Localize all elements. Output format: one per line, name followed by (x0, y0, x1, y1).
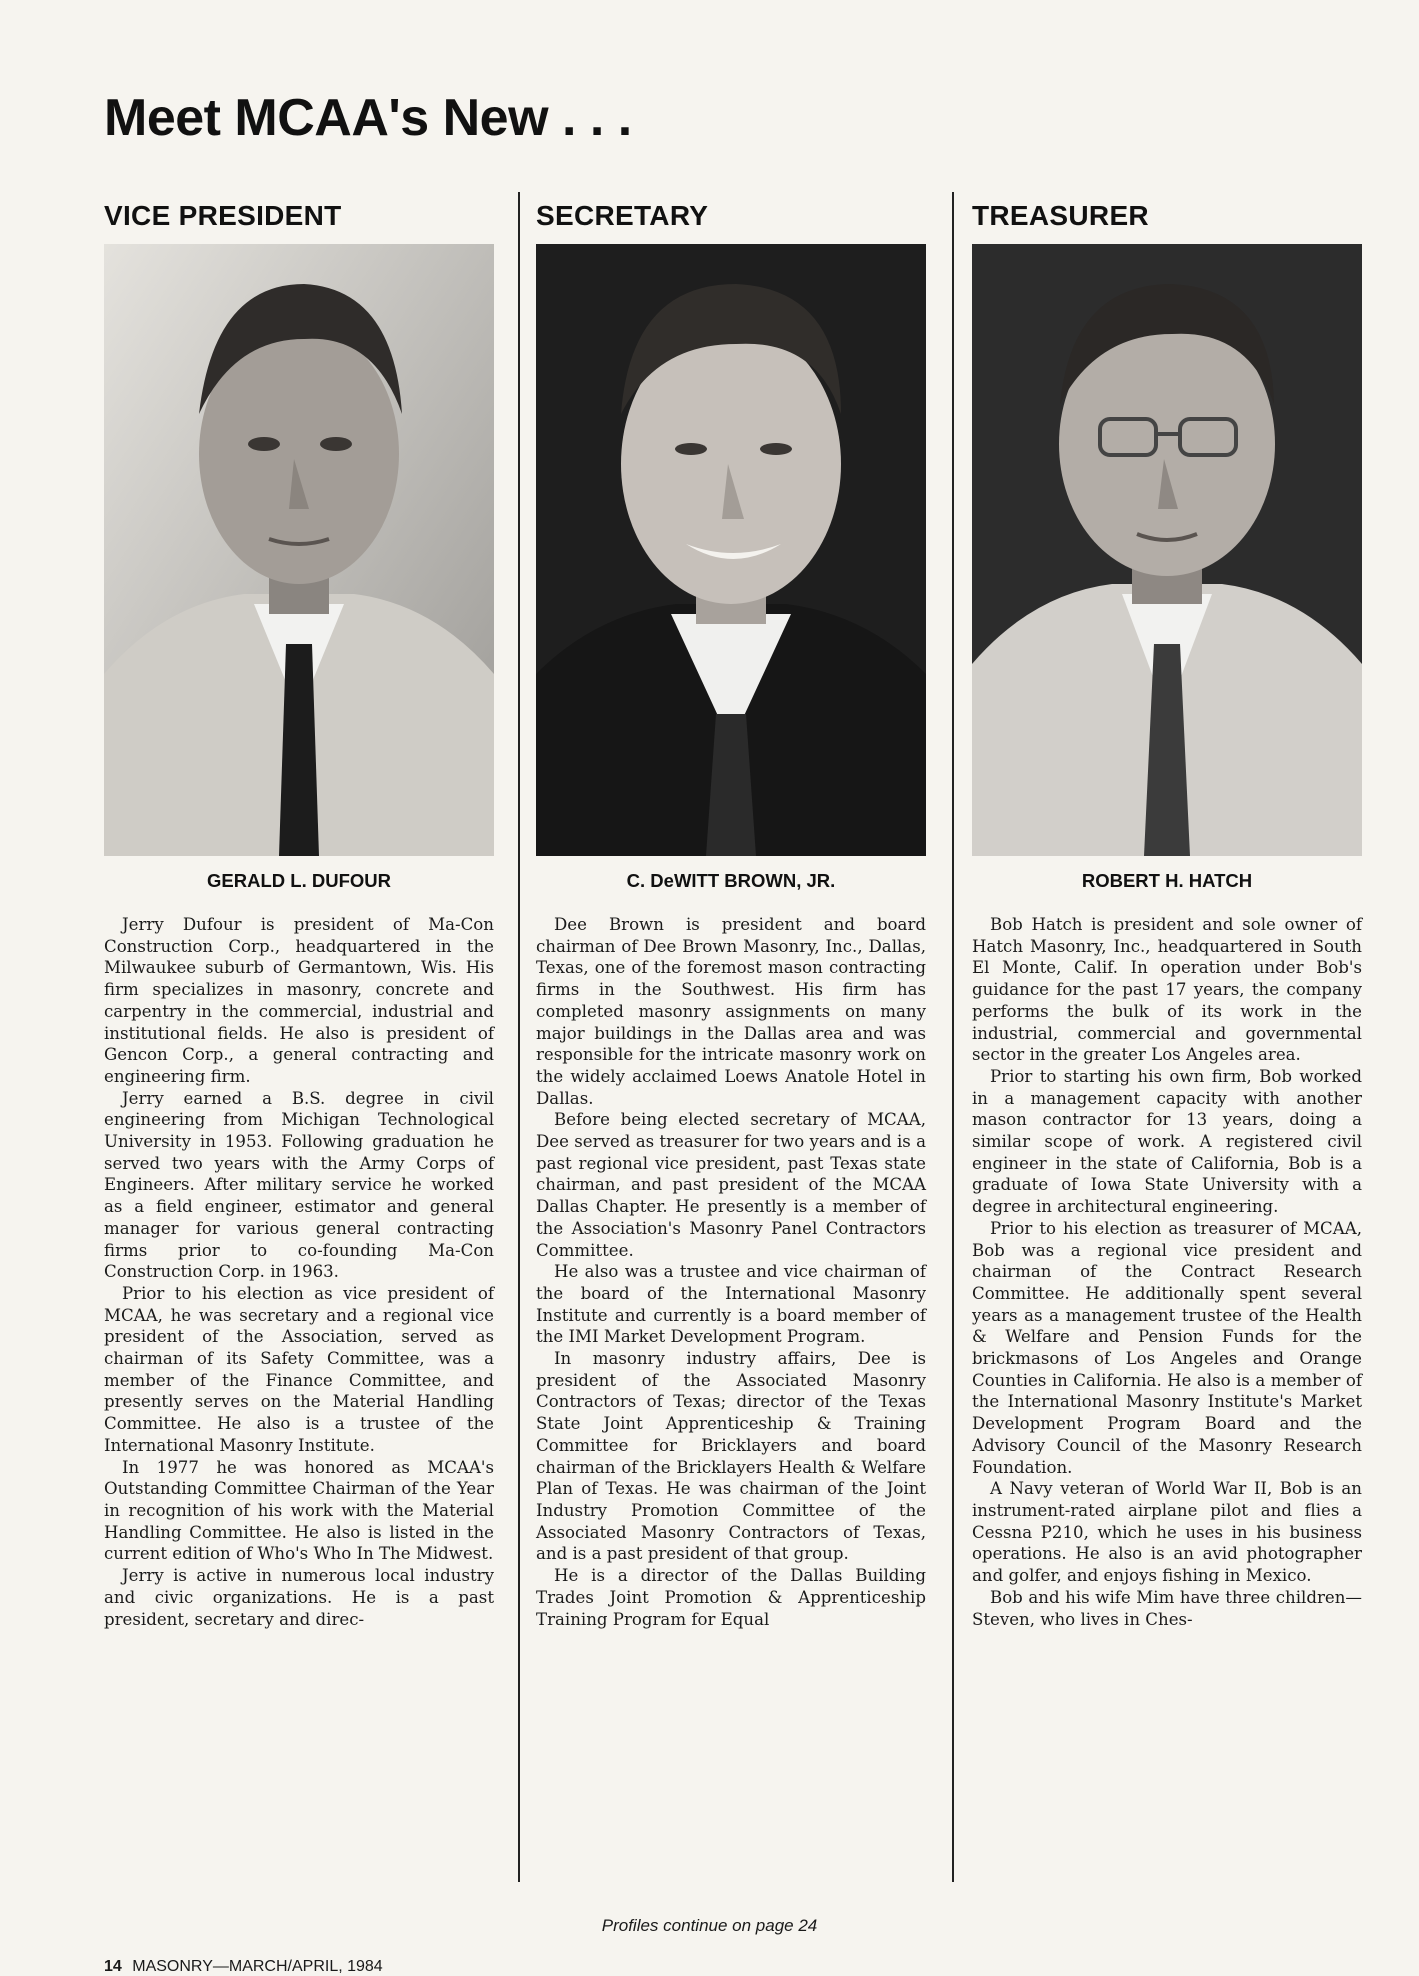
paragraph: Prior to starting his own firm, Bob worked in a management capacity with another mason contractor for 13 years, doing a similar scope of work. A registered civil engineer in the state of California, Bob is a graduate of Iowa State University with a degree in architectural engineering. (972, 1066, 1362, 1217)
portrait-photo (972, 244, 1362, 856)
portrait-photo (104, 244, 494, 856)
person-name: C. DeWITT BROWN, JR. (626, 870, 836, 891)
paragraph: Before being elected secretary of MCAA, Dee served as treasurer for two years and is a past regional vice president, past Texas state chairman, and past president of the MCAA Dallas Chapter. He presently is a member of the Association's Masonry Panel Contractors Committee. (536, 1110, 926, 1260)
treasurer-column (972, 192, 1370, 1630)
paragraph: Prior to his election as vice president of MCAA, he was secretary and a regional vice president of the Association, served as chairman of its Safety Committee, was a member of the Finance Committee, and presently serves on the Material Handling Committee. He also is a trustee of the International Masonry Institute. (104, 1283, 494, 1455)
secretary-column (536, 192, 934, 1630)
section-title: TREASURER (972, 200, 1149, 231)
profile-text (972, 914, 1362, 1630)
paragraph: Bob and his wife Mim have three children—Steven, who lives in Ches- (972, 1587, 1362, 1629)
paragraph: Jerry Dufour is president of Ma-Con Construction Corp., headquartered in the Milwaukee suburb of Germantown, Wis. His firm specializes in masonry, concrete and carpentry in the commercial, industrial and institutional fields. He also is president of Gencon Corp., a general contracting and engineering firm. (104, 915, 494, 1086)
column-divider (952, 192, 954, 1882)
portrait-photo (536, 244, 926, 856)
paragraph: Bob Hatch is president and sole owner of Hatch Masonry, Inc., headquartered in South El Monte, Calif. In operation under Bob's guidance for the past 17 years, the company performs the bulk of its work in the industrial, commercial and governmental sector in the greater Los Angeles area. (972, 915, 1362, 1065)
paragraph: Dee Brown is president and board chairman of Dee Brown Masonry, Inc., Dallas, Texas, one of the foremost mason contracting firms in the Southwest. His firm has completed masonry assignments on many major buildings in the Dallas area and was responsible for the intricate masonry work on the widely acclaimed Loews Anatole Hotel in Dallas. (536, 915, 926, 1108)
section-title: VICE PRESIDENT (104, 200, 342, 231)
vice-president-column (104, 192, 502, 1630)
paragraph: He also was a trustee and vice chairman of the board of the International Masonry Institute and currently is a board member of the IMI Market Development Program. (536, 1262, 926, 1347)
issue-line: MASONRY—MARCH/APRIL, 1984 (132, 1958, 383, 1975)
paragraph: A Navy veteran of World War II, Bob is an instrument-rated airplane pilot and flies a Cessna P210, which he uses in his business operations. He also is an avid photographer and golfer, and enjoys fishing in Mexico. (972, 1479, 1362, 1586)
profile-text (536, 914, 926, 1630)
paragraph: He is a director of the Dallas Building Trades Joint Promotion & Apprenticeship Training Program for Equal (536, 1566, 926, 1629)
paragraph: Prior to his election as treasurer of MCAA, Bob was a regional vice president and chairman of the Contract Research Committee. He additionally spent several years as a management trustee of the Health & Welfare and Pension Funds for the brickmasons of Los Angeles and Orange Counties in California. He also is a member of the International Masonry Institute's Market Development Program Board and the Advisory Council of the Masonry Research Foundation. (972, 1218, 1362, 1477)
person-name: GERALD L. DUFOUR (207, 870, 391, 891)
paragraph: Jerry earned a B.S. degree in civil engineering from Michigan Technological University in 1953. Following graduation he served two years with the Army Corps of Engineers. After military service he worked as a field engineer, estimator and general manager for various general contracting firms prior to co-founding Ma-Con Construction Corp. in 1963. (104, 1088, 494, 1282)
page-number: 14 (104, 1958, 122, 1975)
person-name: ROBERT H. HATCH (1081, 870, 1253, 891)
paragraph: Jerry is active in numerous local industry and civic organizations. He is a past president, secretary and direc- (104, 1566, 494, 1629)
paragraph: In 1977 he was honored as MCAA's Outstanding Committee Chairman of the Year in recognition of his work with the Material Handling Committee. He also is listed in the current edition of Who's Who In The Midwest. (104, 1457, 494, 1564)
page-footer (104, 1958, 383, 1976)
column-divider (518, 192, 520, 1882)
continue-note: Profiles continue on page 24 (601, 1916, 818, 1935)
profile-text (104, 914, 494, 1630)
paragraph: In masonry industry affairs, Dee is president of the Associated Masonry Contractors of Texas; director of the Texas State Joint Apprenticeship & Training Committee for Bricklayers and board chairman of the Bricklayers Health & Welfare Plan of Texas. He was chairman of the Joint Industry Promotion Committee of the Associated Masonry Contractors of Texas, and is a past president of that group. (536, 1349, 926, 1564)
page-headline: Meet MCAA's New . . . (104, 89, 632, 147)
section-title: SECRETARY (536, 200, 709, 231)
